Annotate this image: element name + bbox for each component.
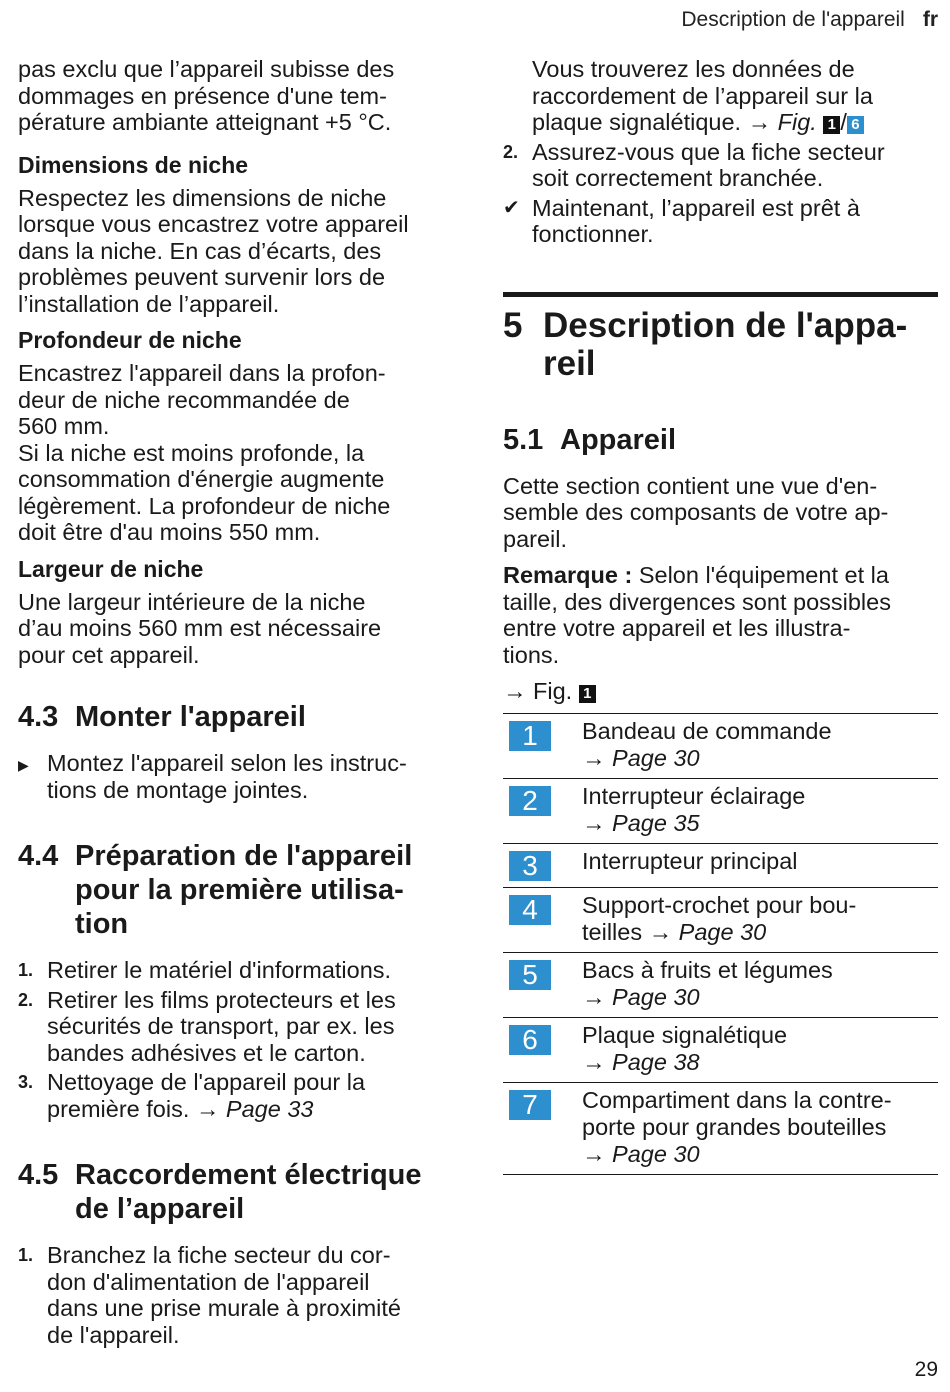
part-number-badge: 6 [509,1025,551,1055]
check-icon: ✔ [503,196,520,219]
figure-6-badge: 6 [847,116,864,134]
depth-paragraph: Encastrez l'appareil dans la profon- deur de niche recommandée de 560 mm. Si la niche est moins profonde, la consommation d'énergie augmente légèrement. La profondeur de niche doit être d'au moins 550 mm. [18,360,391,545]
section-heading-4-3: 4.3 Monter l'appareil [18,701,306,733]
mount-list [18,750,458,803]
table-row: 4 Support-crochet pour bou- teilles → Page 30 [503,887,938,952]
subheading-dimensions: Dimensions de niche [18,151,249,178]
part-number-badge: 3 [509,851,551,881]
page-reference-link[interactable]: Page 33 [225,1095,314,1122]
intro-paragraph: pas exclu que l’appareil subisse des dommages en présence d'une tem- pérature ambiante atteignant +5 °C. [18,56,395,135]
section-heading-4-4: 4.4 Préparation de l'appareil pour la première utilisa- tion [18,840,413,940]
chapter-heading-5: 5 Description de l'appa- reil [503,292,938,383]
part-number-badge: 7 [509,1090,551,1120]
part-number-badge: 1 [509,721,551,751]
figure-1-badge: 1 [579,685,596,703]
page-reference-link[interactable]: Page 35 [612,809,700,836]
note-paragraph: Remarque : Selon l'équipement et la taille, des divergences sont possibles entre votre appareil et les illustra- tions. [503,562,891,668]
left-column [18,56,458,1351]
header-title: Description de l'appareil [681,8,905,31]
table-row: 7 Compartiment dans la contre- porte pour grandes bouteilles → Page 30 [503,1082,938,1174]
triangle-bullet-icon: ▶ [18,757,29,773]
language-code: fr [922,8,938,31]
note-label: Remarque : [503,562,633,588]
page-reference-link[interactable]: Page 30 [678,918,767,945]
part-number-badge: 2 [509,786,551,816]
figure-1-badge: 1 [823,116,840,134]
table-row: 6 Plaque signalétique → Page 38 [503,1017,938,1082]
dimensions-paragraph: Respectez les dimensions de niche lorsque vous encastrez votre appareil dans la niche. En cas d’écarts, des problèmes peuvent survenir lors de l’installation de l’appareil. [18,184,409,317]
parts-table [503,713,938,1175]
subheading-depth: Profondeur de niche [18,327,242,353]
connection-steps-continued [503,139,938,248]
preparation-steps [18,957,458,1122]
width-paragraph: Une largeur intérieure de la niche d’au moins 560 mm est nécessaire pour cet appareil. [18,588,382,668]
part-number-badge: 5 [509,960,551,990]
table-row: 2 Interrupteur éclairage → Page 35 [503,778,938,843]
list-item: ✔ Maintenant, l’appareil est prêt à fonctionner. [503,194,860,247]
part-number-badge: 4 [509,895,551,925]
page-number: 29 [914,1358,938,1381]
table-row: 1 Bandeau de commande → Page 30 [503,713,938,778]
table-row: 5 Bacs à fruits et légumes → Page 30 [503,952,938,1017]
page-reference-link[interactable]: Page 30 [612,744,700,771]
list-item: 1. Retirer le matériel d'informations. [18,957,392,983]
list-item: 3. Nettoyage de l'appareil pour la première fois. → Page 33 [18,1069,366,1122]
page-reference-link[interactable]: Page 38 [612,1048,700,1075]
list-item: 2. Retirer les films protecteurs et les sécurités de transport, par ex. les bandes adhésives et le carton. [18,986,396,1066]
subheading-width: Largeur de niche [18,555,204,582]
list-item: 2. Assurez-vous que la fiche secteur soit correctement branchée. [503,138,885,191]
page-reference-link[interactable]: Page 30 [612,1140,700,1167]
figure-reference-link[interactable]: Fig. [777,109,817,135]
page-header [681,8,938,32]
right-column [503,56,938,1175]
section-heading-5-1: 5.1 Appareil [503,423,677,456]
list-item: 1. Branchez la fiche secteur du cor- don d'alimentation de l'appareil dans une prise murale à proximité de l'appareil. [18,1242,401,1348]
page-reference-link[interactable]: Page 30 [612,983,700,1010]
connection-steps [18,1242,458,1348]
section-intro-paragraph: Cette section contient une vue d'en- semble des composants de votre ap- pareil. [503,472,889,552]
table-row: 3 Interrupteur principal [503,843,938,887]
section-heading-4-5: 4.5 Raccordement électrique de l’appareil [18,1159,422,1225]
list-item: ▶ Montez l'appareil selon les instruc- tions de montage jointes. [18,750,407,803]
continued-step-text: Vous trouverez les données de raccordement de l’appareil sur la plaque signalétique. → Fig. 1 / 6 [532,56,873,135]
figure-reference[interactable]: → Fig. 1 [503,678,938,705]
